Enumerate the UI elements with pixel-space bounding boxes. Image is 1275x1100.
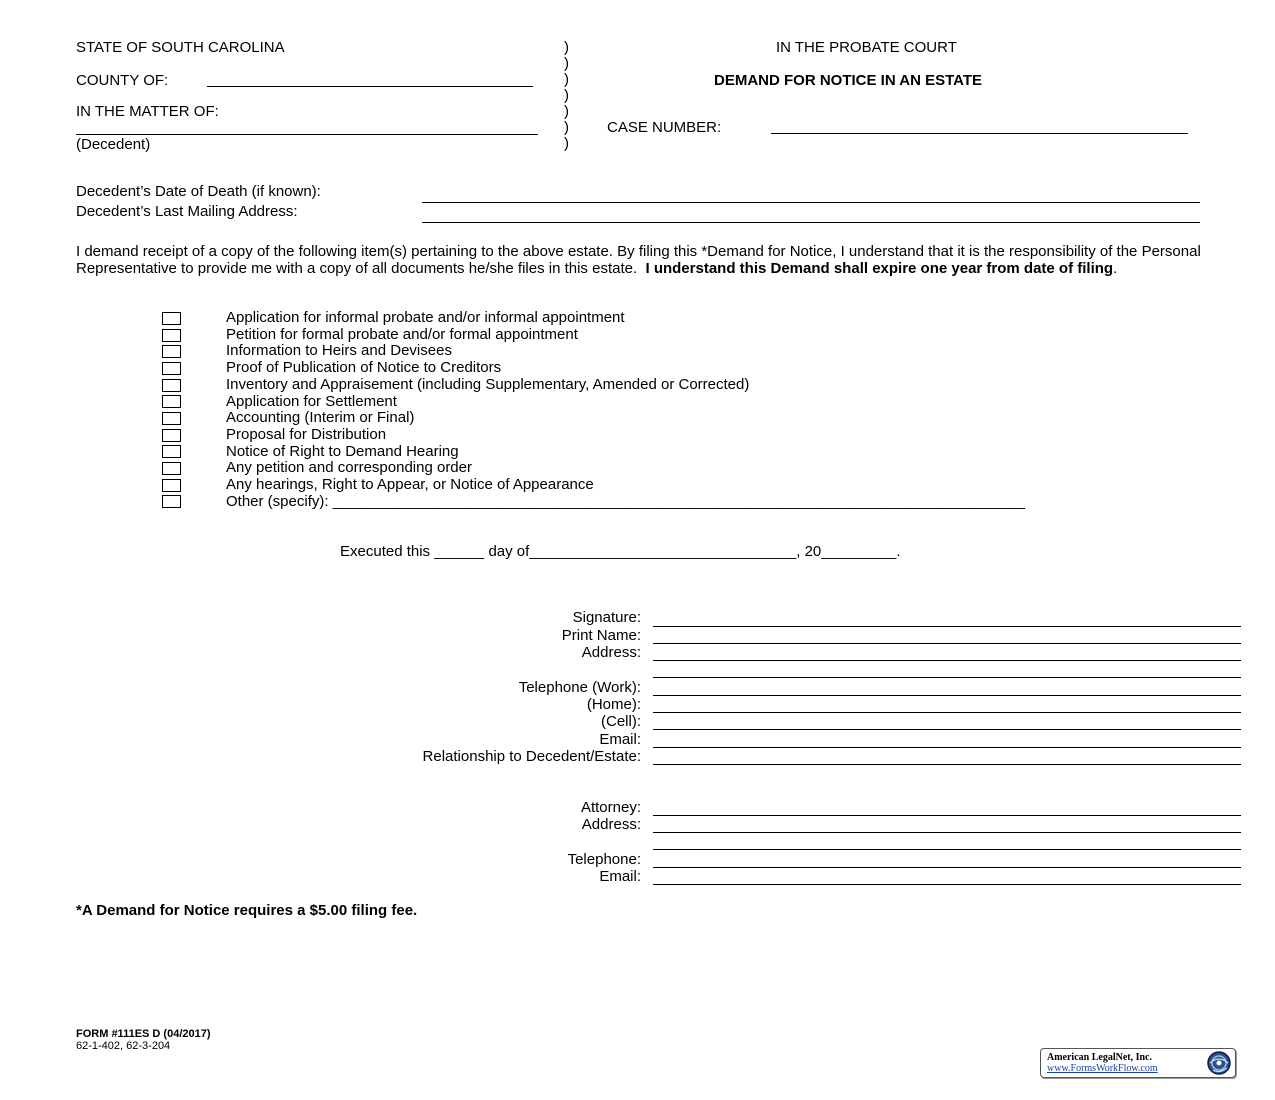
paren: ) bbox=[564, 103, 569, 120]
paren: ) bbox=[564, 119, 569, 136]
matter-label: IN THE MATTER OF: bbox=[76, 103, 219, 120]
telephone-home-field[interactable] bbox=[653, 712, 1241, 713]
demand-statement bbox=[76, 244, 1236, 277]
county-label: COUNTY OF: bbox=[76, 72, 169, 89]
statement-end: . bbox=[1113, 259, 1118, 277]
telephone-work-field[interactable] bbox=[653, 695, 1241, 696]
checklist-item: Inventory and Appraisement (including Supplementary, Amended or Corrected) bbox=[226, 376, 750, 393]
signature-label: Signature: bbox=[572, 609, 641, 626]
checklist-item: Any petition and corresponding order bbox=[226, 459, 472, 476]
telephone-home-label: (Home): bbox=[586, 696, 641, 713]
print-name-field[interactable] bbox=[653, 643, 1241, 644]
checkbox[interactable] bbox=[162, 412, 181, 425]
telephone-cell-label: (Cell): bbox=[601, 713, 641, 730]
attorney-email-label: Email: bbox=[599, 868, 641, 885]
checkbox[interactable] bbox=[162, 345, 181, 358]
checkbox[interactable] bbox=[162, 362, 181, 375]
form-title: DEMAND FOR NOTICE IN AN ESTATE bbox=[714, 72, 983, 89]
paren: ) bbox=[564, 87, 569, 104]
checkbox[interactable] bbox=[162, 312, 181, 325]
attorney-address-field-2[interactable] bbox=[653, 849, 1241, 850]
checklist-item: Notice of Right to Demand Hearing bbox=[226, 443, 459, 460]
attorney-address-field[interactable] bbox=[653, 832, 1241, 833]
checklist-item: Petition for formal probate and/or formal appointment bbox=[226, 326, 578, 343]
matter-field[interactable] bbox=[76, 134, 538, 135]
american-legalnet-logo[interactable] bbox=[1040, 1048, 1236, 1078]
attorney-label: Attorney: bbox=[580, 799, 641, 816]
email-field[interactable] bbox=[653, 747, 1241, 748]
attorney-telephone-field[interactable] bbox=[653, 867, 1241, 868]
executed-line: Executed this ______ day of________________________________, 20_________. bbox=[340, 543, 901, 560]
checklist-item: Proof of Publication of Notice to Creditors bbox=[226, 359, 502, 376]
print-name-label: Print Name: bbox=[561, 627, 641, 644]
state-label: STATE OF SOUTH CAROLINA bbox=[76, 39, 285, 56]
attorney-telephone-label: Telephone: bbox=[567, 851, 641, 868]
checkbox[interactable] bbox=[162, 495, 181, 508]
mailing-address-field[interactable] bbox=[422, 222, 1200, 223]
checkbox[interactable] bbox=[162, 479, 181, 492]
county-field[interactable] bbox=[207, 86, 533, 87]
paren: ) bbox=[564, 71, 569, 88]
paren: ) bbox=[564, 135, 569, 152]
address-field-2[interactable] bbox=[653, 677, 1241, 678]
telephone-work-label: Telephone (Work): bbox=[518, 679, 641, 696]
paren: ) bbox=[564, 39, 569, 56]
relationship-label: Relationship to Decedent/Estate: bbox=[422, 748, 641, 765]
checklist-item-other: Other (specify): ___________________________________________________________________________________ bbox=[226, 493, 1026, 510]
relationship-field[interactable] bbox=[653, 764, 1241, 765]
court-label: IN THE PROBATE COURT bbox=[776, 39, 957, 56]
checkbox[interactable] bbox=[162, 395, 181, 408]
mailing-address-label: Decedent’s Last Mailing Address: bbox=[76, 203, 298, 220]
statute-references: 62-1-402, 62-3-204 bbox=[76, 1040, 171, 1052]
case-number-label: CASE NUMBER: bbox=[607, 119, 722, 136]
checklist-item: Any hearings, Right to Appear, or Notice of Appearance bbox=[226, 476, 594, 493]
email-label: Email: bbox=[599, 731, 641, 748]
signature-field[interactable] bbox=[653, 626, 1241, 627]
checkbox[interactable] bbox=[162, 429, 181, 442]
attorney-address-label: Address: bbox=[581, 816, 641, 833]
statement-text: I demand receipt of a copy of the following item(s) pertaining to the above estate. By filing this *Demand for Notice, I understand that it is the responsibility of the Personal Representative to provide me with a copy of all documents he/she files in this estate. bbox=[76, 243, 1201, 277]
form-number: FORM #111ES D (04/2017) bbox=[76, 1028, 211, 1040]
checklist-item: Application for informal probate and/or informal appointment bbox=[226, 309, 625, 326]
statement-bold: I understand this Demand shall expire one year from date of filing bbox=[645, 259, 1114, 277]
case-number-field[interactable] bbox=[771, 133, 1188, 134]
address-label: Address: bbox=[581, 644, 641, 661]
decedent-label: (Decedent) bbox=[76, 136, 151, 153]
checklist-item: Accounting (Interim or Final) bbox=[226, 409, 415, 426]
logo-company-name: American LegalNet, Inc. bbox=[1047, 1052, 1152, 1063]
checkbox[interactable] bbox=[162, 445, 181, 458]
paren: ) bbox=[564, 55, 569, 72]
checklist-item: Proposal for Distribution bbox=[226, 426, 387, 443]
attorney-field[interactable] bbox=[653, 815, 1241, 816]
telephone-cell-field[interactable] bbox=[653, 729, 1241, 730]
checklist-item: Application for Settlement bbox=[226, 393, 397, 410]
checkbox[interactable] bbox=[162, 462, 181, 475]
checklist-item: Information to Heirs and Devisees bbox=[226, 342, 452, 359]
date-of-death-label: Decedent’s Date of Death (if known): bbox=[76, 183, 321, 200]
address-field[interactable] bbox=[653, 660, 1241, 661]
globe-icon bbox=[1205, 1050, 1233, 1076]
attorney-email-field[interactable] bbox=[653, 884, 1241, 885]
logo-url-link[interactable]: www.FormsWorkFlow.com bbox=[1047, 1063, 1158, 1074]
fee-note: *A Demand for Notice requires a $5.00 filing fee. bbox=[76, 902, 418, 919]
date-of-death-field[interactable] bbox=[422, 202, 1200, 203]
checkbox[interactable] bbox=[162, 329, 181, 342]
checkbox[interactable] bbox=[162, 379, 181, 392]
